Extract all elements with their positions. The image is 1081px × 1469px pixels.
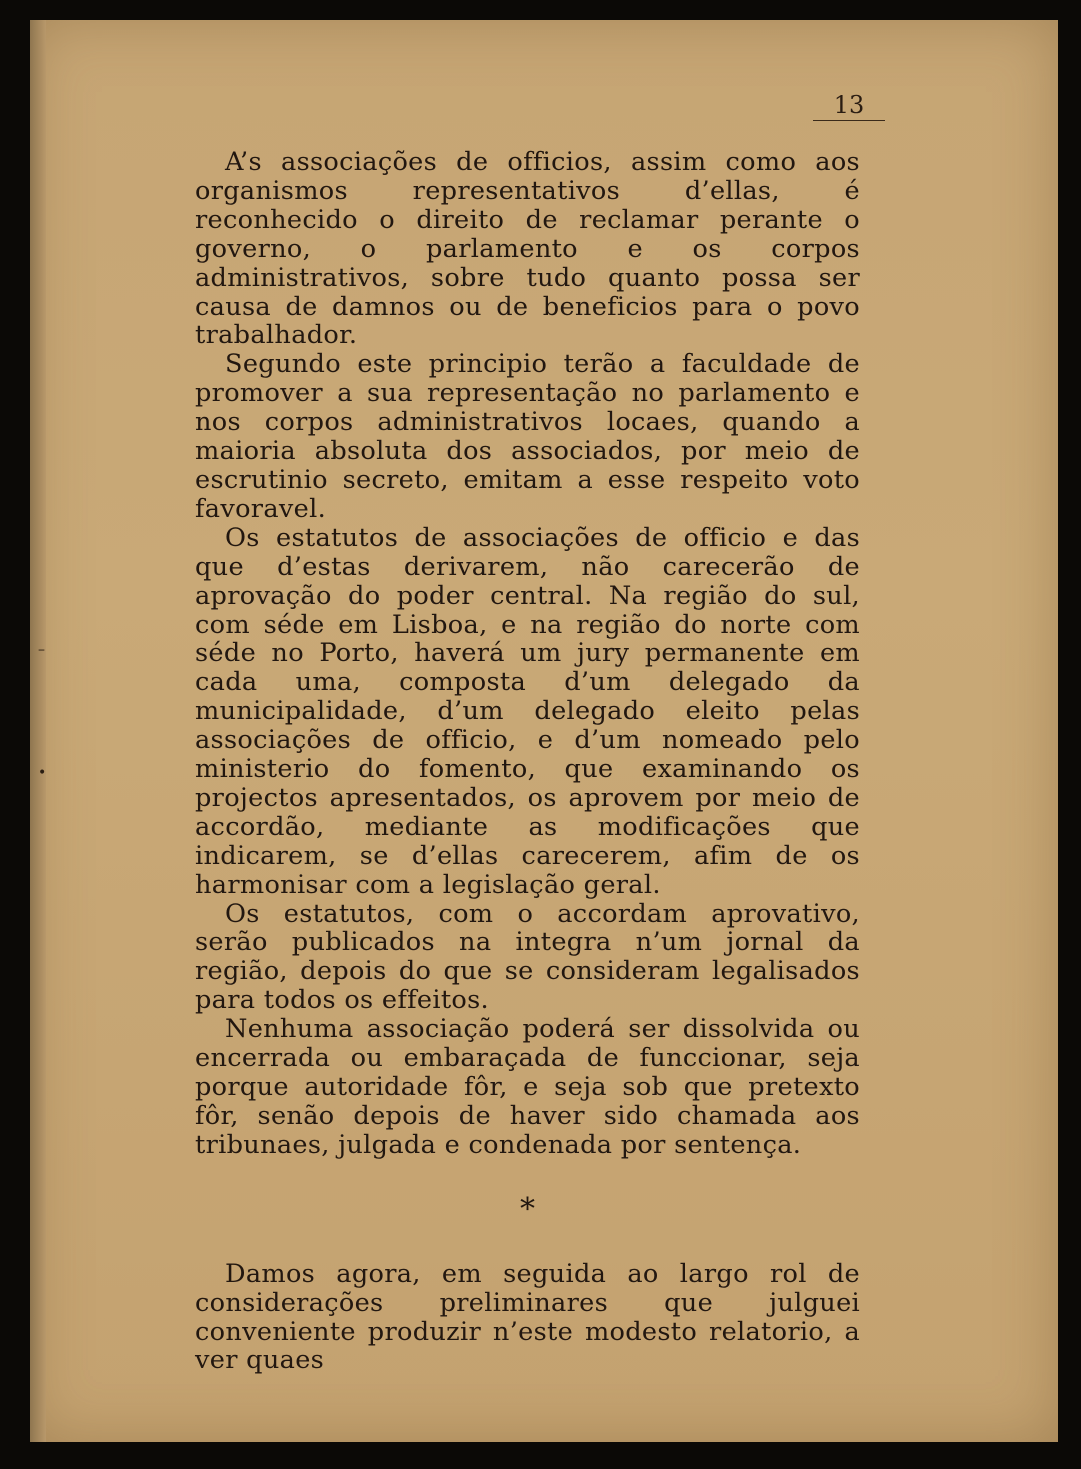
margin-mark: – [38, 642, 45, 658]
paragraph-statutes-publication: Os estatutos, com o accordam aprovativo, serão publicados na integra n’um jornal da região, depois do que se consideram legalisados para todos os effeitos. [195, 898, 860, 1016]
paragraph-dissolution: Nenhuma associação poderá ser dissolvida ou encerrada ou embaraçada de funccionar, seja porque autoridade fôr, e seja sob que pretexto fôr, senão depois de haver sido chamada aos tribunaes, julgada e condenada por sentença. [195, 1014, 860, 1160]
page-binding-edge [30, 20, 46, 1442]
paragraph-representation: Segundo este principio terão a faculdade de promover a sua representação no parlamento e nos corpos administrativos locaes, quando a maioria absoluta dos associados, por meio de escrutinio secreto, emitam a esse respeito voto favoravel. [195, 349, 860, 524]
paragraph-closing: Damos agora, em seguida ao largo rol de considerações preliminares que julguei conveniente produzir n’este modesto relatorio, a ver quaes [195, 1258, 860, 1376]
margin-mark: • [38, 765, 47, 781]
paragraph-statutes-jury: Os estatutos de associações de officio e das que d’estas derivarem, não carecerão de aprovação do poder central. Na região do sul, com séde em Lisboa, e na região do norte com séde no Porto, haverá um jury permanente em cada uma, composta d’um delegado da municipalidade, d’um delegado eleito pelas associações de officio, e d’um nomeado pelo ministerio do fomento, que examinando os projectos apresentados, os aprovem por meio de accordão, mediante as modificações que indicarem, se d’ellas carecerem, afim de os harmonisar com a legislação geral. [195, 522, 860, 900]
section-divider-asterisk: * [520, 1191, 535, 1227]
page-number: 13 [813, 90, 885, 121]
paragraph-associations-rights: A’s associações de officios, assim como aos organismos representativos d’ellas, é reconhecido o direito de reclamar perante o governo, o parlamento e os corpos administrativos, sobre tudo quanto possa ser causa de damnos ou de beneficios para o povo trabalhador. [195, 147, 860, 351]
document-page [30, 20, 1058, 1442]
body-text [195, 148, 860, 1375]
